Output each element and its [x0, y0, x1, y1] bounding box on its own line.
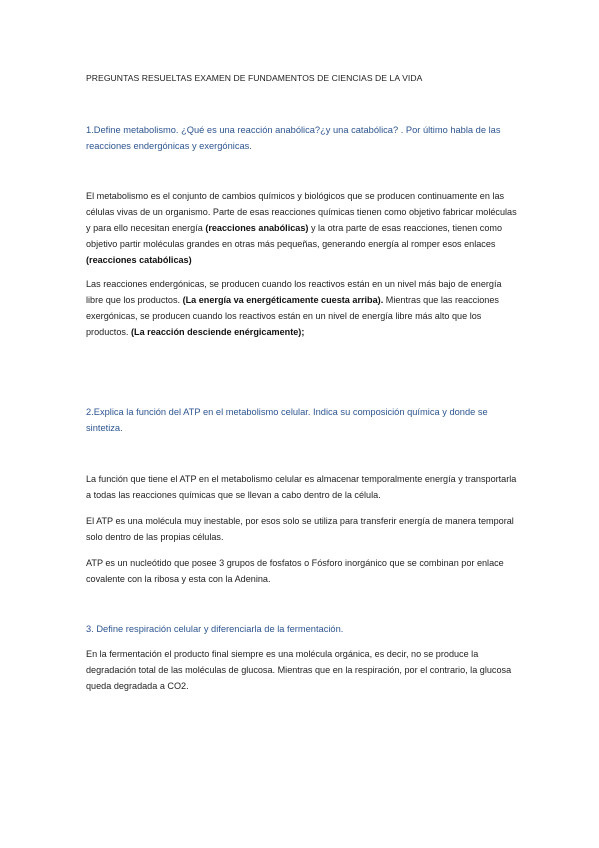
answer-1-p2-text-c: Mientras que las reacciones exergónicas, se producen cuando los reactivos están en un nivel de energía libre más alto que los productos. — [86, 295, 499, 337]
answer-1-p2-bold-cuesta-arriba: (La energía va energéticamente cuesta arriba). — [182, 295, 384, 305]
question-1: 1.Define metabolismo. ¿Qué es una reacción anabólica?¿y una catabólica? . Por último habla de las reacciones endergónicas y exergónicas. — [86, 125, 501, 151]
answer-1-p2-text-a: Las reacciones endergónicas, se producen cuando los reactivos están en un nivel más bajo de energía libre que los productos. — [86, 279, 502, 305]
answer-1-p2-bold-desciende: (La reacción desciende enérgicamente); — [131, 327, 305, 337]
answer-2-paragraph-3: ATP es un nucleótido que posee 3 grupos de fosfatos o Fósforo inorgánico que se combinan por enlace covalente con la ribosa y esta con la Adenina. — [86, 558, 504, 584]
answer-2-paragraph-1: La función que tiene el ATP en el metabolismo celular es almacenar temporalmente energía y transportarla a todas las reacciones químicas que se llevan a cabo dentro de la célula. — [86, 474, 517, 500]
answer-3-paragraph-1: En la fermentación el producto final siempre es una molécula orgánica, es decir, no se produce la degradación total de las moléculas de glucosa. Mientras que en la respiración, por el contrario, la glucosa queda degradada a CO2. — [86, 649, 512, 691]
answer-2-paragraph-2: El ATP es una molécula muy inestable, por esos solo se utiliza para transferir energía de manera temporal solo dentro de las propias células. — [86, 516, 514, 542]
answer-1-paragraph-2 — [86, 276, 518, 340]
answer-1-p1-text-c: y la otra parte de esas reacciones, tienen como objetivo partir moléculas grandes en otras más pequeñas, generando energía al romper esos enlaces — [86, 223, 503, 249]
answer-1-paragraph-1 — [86, 188, 518, 268]
document-title: PREGUNTAS RESUELTAS EXAMEN DE FUNDAMENTOS DE CIENCIAS DE LA VIDA — [86, 73, 423, 83]
answer-1-p1-bold-catabolicas: (reacciones catabólicas) — [86, 255, 192, 265]
answer-1-p1-text-a: El metabolismo es el conjunto de cambios químicos y biológicos que se producen continuamente en las células vivas de un organismo. Parte de esas reacciones químicas tienen como objetivo fabricar moléculas y para ello necesitan energía — [86, 191, 517, 233]
answer-1-p1-bold-anabolicas: (reacciones anabólicas) — [205, 223, 309, 233]
question-3: 3. Define respiración celular y diferenciarla de la fermentación. — [86, 624, 344, 634]
question-2: 2.Explica la función del ATP en el metabolismo celular. Indica su composición química y donde se sintetiza. — [86, 407, 488, 433]
